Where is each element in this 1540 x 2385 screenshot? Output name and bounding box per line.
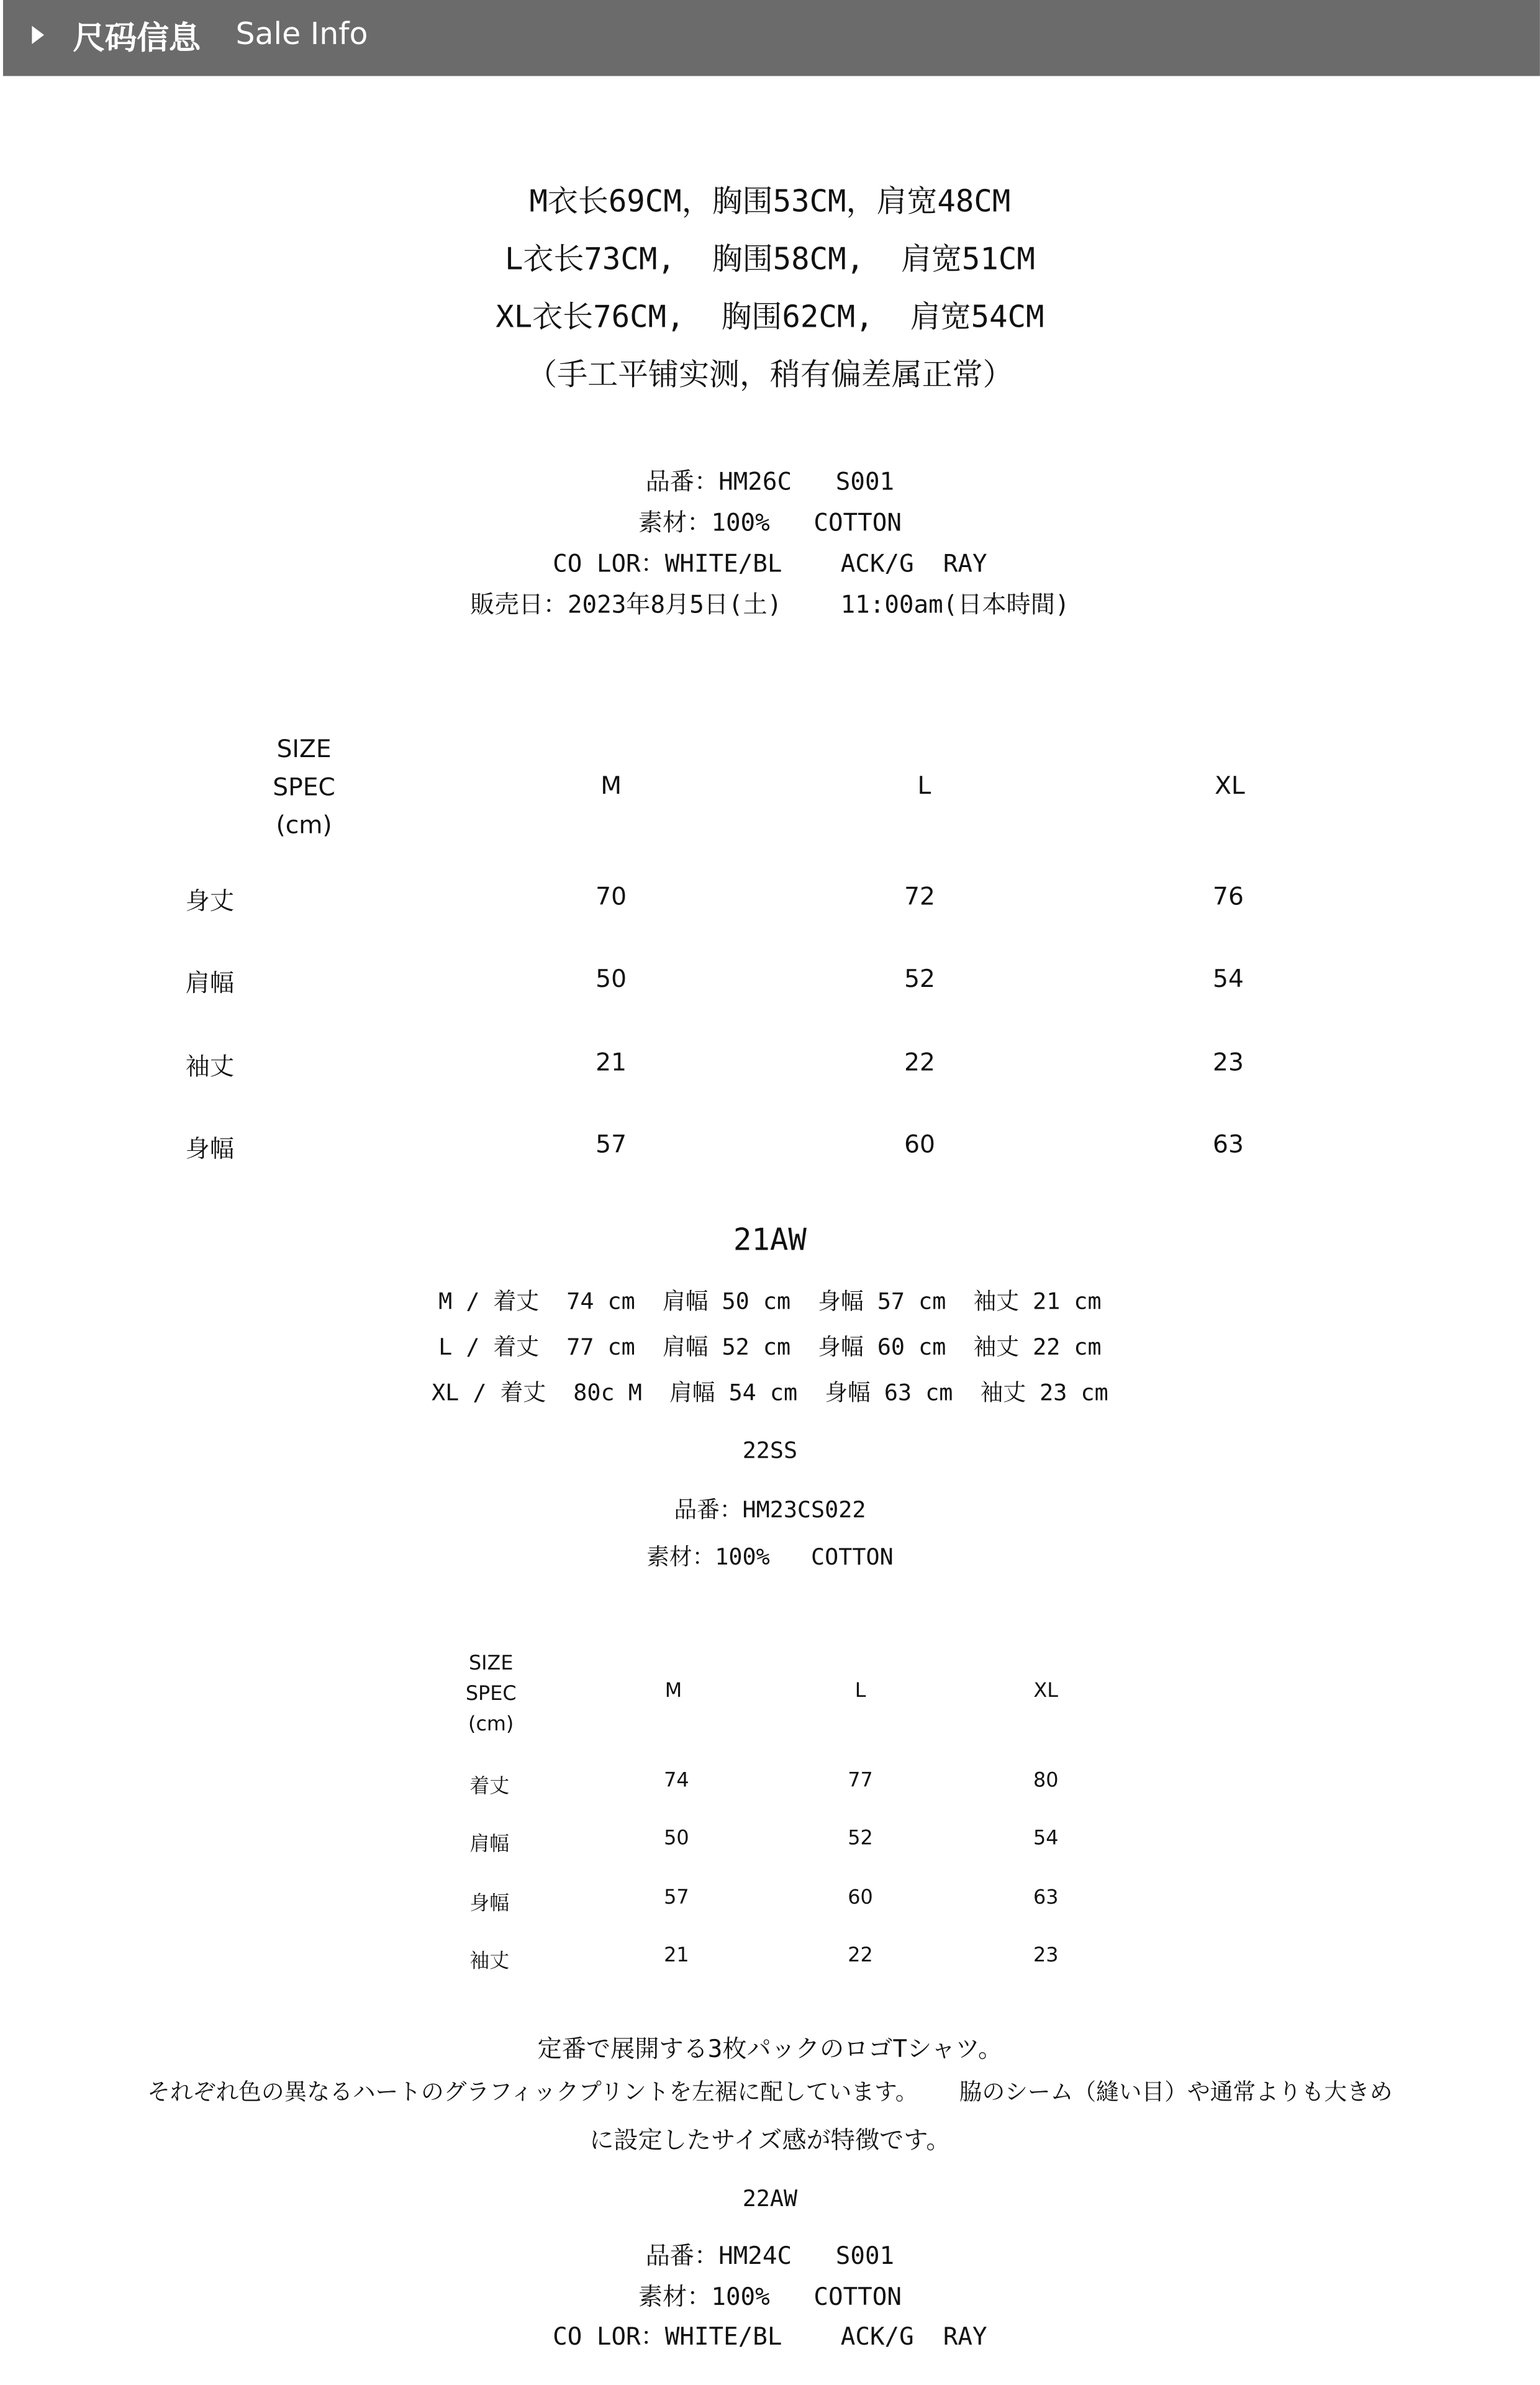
- table-cell: 21: [596, 1047, 627, 1077]
- product-code: 品番：HM23CS022: [674, 1496, 866, 1524]
- size-note: （手工平铺实测，稍有偏差属正常）: [527, 355, 1013, 393]
- table-cell: 57: [664, 1886, 689, 1910]
- table-cell: 74: [664, 1769, 689, 1793]
- table-cell: 23: [1033, 1944, 1059, 1968]
- row-label: 肩幅: [185, 968, 235, 997]
- table-cell: 57: [596, 1129, 627, 1159]
- table-cell: 70: [596, 881, 627, 911]
- header-title-cn: 尺码信息: [73, 19, 201, 57]
- column-header-xl: XL: [1033, 1680, 1058, 1703]
- size-line: L / 着丈 77 cm 肩幅 52 cm 身幅 60 cm 袖丈 22 cm: [438, 1333, 1102, 1361]
- product-code: 品番：HM26C S001: [645, 466, 895, 496]
- size-line-l: L衣长73CM, 胸围58CM, 肩宽51CM: [505, 240, 1035, 277]
- description-line: 定番で展開する3枚パックのロゴTシャツ。: [537, 2034, 1003, 2063]
- table-cell: 60: [904, 1129, 935, 1159]
- product-color: CO LOR：WHITE/BL ACK/G RAY: [553, 2322, 987, 2351]
- triangle-right-icon: [32, 26, 44, 44]
- row-label: 身丈: [185, 886, 235, 915]
- product-code: 品番：HM24C S001: [645, 2241, 895, 2270]
- product-material: 素材：100% COTTON: [638, 507, 902, 537]
- table-cell: 50: [596, 964, 627, 993]
- table-cell: 54: [1213, 964, 1244, 993]
- table-cell: 63: [1213, 1129, 1244, 1159]
- column-header-xl: XL: [1215, 771, 1245, 800]
- size-line: XL / 着丈 80c M 肩幅 54 cm 身幅 63 cm 袖丈 23 cm: [432, 1379, 1108, 1407]
- table-header-label: SIZE SPEC (cm): [273, 734, 335, 840]
- row-label: 肩幅: [469, 1833, 510, 1857]
- table-cell: 63: [1033, 1886, 1059, 1910]
- table-cell: 52: [848, 1827, 873, 1851]
- table-cell: 76: [1213, 881, 1244, 911]
- table-cell: 54: [1033, 1827, 1059, 1851]
- table-cell: 50: [664, 1827, 689, 1851]
- sale-date: 販売日：2023年8月5日(土) 11:00am(日本時間): [470, 589, 1070, 619]
- column-header-m: M: [664, 1680, 682, 1703]
- column-header-l: L: [854, 1680, 866, 1703]
- column-header-m: M: [600, 771, 622, 800]
- description-line: に設定したサイズ感が特徴です。: [589, 2125, 951, 2155]
- table-cell: 22: [848, 1944, 873, 1968]
- size-line-m: M衣长69CM，胸围53CM，肩宽48CM: [529, 182, 1011, 219]
- section-title-21aw: 21AW: [733, 1220, 807, 1258]
- description-line: それぞれ色の異なるハートのグラフィックプリントを左裾に配しています。 脇のシーム（縫い目）や通常よりも大きめ: [147, 2078, 1393, 2106]
- row-label: 着丈: [469, 1776, 510, 1799]
- size-line-xl: XL衣长76CM, 胸围62CM, 肩宽54CM: [496, 298, 1044, 335]
- section-title-22ss: 22SS: [742, 1437, 798, 1465]
- table-cell: 23: [1213, 1047, 1244, 1077]
- column-header-l: L: [917, 771, 931, 800]
- table-cell: 77: [848, 1769, 873, 1793]
- section-header: [3, 0, 1540, 76]
- table-cell: 72: [904, 881, 935, 911]
- product-material: 素材：100% COTTON: [638, 2282, 902, 2311]
- header-title-en: Sale Info: [235, 15, 368, 52]
- row-label: 袖丈: [469, 1950, 510, 1974]
- product-material: 素材：100% COTTON: [646, 1543, 894, 1571]
- row-label: 身幅: [185, 1134, 235, 1163]
- size-line: M / 着丈 74 cm 肩幅 50 cm 身幅 57 cm 袖丈 21 cm: [438, 1288, 1102, 1315]
- section-title-22aw: 22AW: [742, 2184, 798, 2212]
- product-color: CO LOR：WHITE/BL ACK/G RAY: [553, 548, 987, 578]
- table-cell: 21: [664, 1944, 689, 1968]
- table-header-label: SIZE SPEC (cm): [465, 1652, 517, 1737]
- table-cell: 52: [904, 964, 935, 993]
- row-label: 身幅: [469, 1892, 510, 1916]
- table-cell: 60: [848, 1886, 873, 1910]
- table-cell: 80: [1033, 1769, 1059, 1793]
- row-label: 袖丈: [185, 1052, 235, 1081]
- table-cell: 22: [904, 1047, 935, 1077]
